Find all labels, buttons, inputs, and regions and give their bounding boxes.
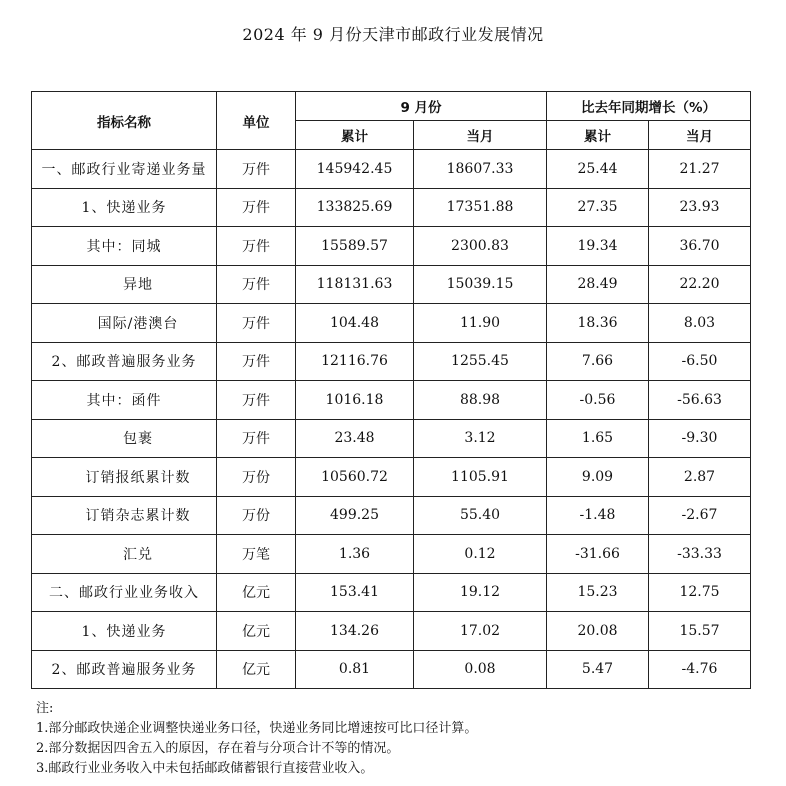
row-growth-current: 36.70: [649, 227, 751, 266]
row-current: 1105.91: [414, 458, 547, 497]
row-name: 其中：同城: [32, 227, 217, 266]
header-growth-cumulative: 累计: [547, 121, 649, 150]
row-cumulative: 10560.72: [296, 458, 414, 497]
row-cumulative: 12116.76: [296, 342, 414, 381]
row-name: 一、邮政行业寄递业务量: [32, 150, 217, 189]
row-growth-current: 2.87: [649, 458, 751, 497]
row-growth-cumulative: -0.56: [547, 381, 649, 420]
row-current: 17.02: [414, 612, 547, 651]
row-growth-current: -6.50: [649, 342, 751, 381]
row-current: 15039.15: [414, 265, 547, 304]
table-row: [32, 150, 751, 189]
row-name: 包裹: [32, 419, 217, 458]
row-unit: 万笔: [217, 535, 296, 574]
row-unit: 万件: [217, 342, 296, 381]
row-unit: 万件: [217, 265, 296, 304]
header-indicator: 指标名称: [32, 92, 217, 150]
row-cumulative: 134.26: [296, 612, 414, 651]
row-name: 二、邮政行业业务收入: [32, 573, 217, 612]
statistics-table: [31, 91, 751, 689]
row-cumulative: 0.81: [296, 650, 414, 689]
row-growth-cumulative: 20.08: [547, 612, 649, 651]
table-row: [32, 188, 751, 227]
row-name: 2、邮政普遍服务业务: [32, 342, 217, 381]
row-growth-cumulative: 15.23: [547, 573, 649, 612]
row-unit: 万件: [217, 304, 296, 343]
table-row: [32, 342, 751, 381]
table-row: [32, 381, 751, 420]
row-current: 3.12: [414, 419, 547, 458]
row-growth-current: 12.75: [649, 573, 751, 612]
header-month-cumulative: 累计: [296, 121, 414, 150]
row-unit: 万件: [217, 381, 296, 420]
row-cumulative: 104.48: [296, 304, 414, 343]
table-row: [32, 419, 751, 458]
row-cumulative: 153.41: [296, 573, 414, 612]
row-growth-current: -2.67: [649, 496, 751, 535]
row-name: 其中：函件: [32, 381, 217, 420]
row-growth-cumulative: 28.49: [547, 265, 649, 304]
row-name: 2、邮政普遍服务业务: [32, 650, 217, 689]
header-growth-current: 当月: [649, 121, 751, 150]
row-cumulative: 499.25: [296, 496, 414, 535]
header-row-group: [32, 92, 751, 121]
row-growth-cumulative: 9.09: [547, 458, 649, 497]
row-cumulative: 118131.63: [296, 265, 414, 304]
row-growth-current: 21.27: [649, 150, 751, 189]
row-name: 1、快递业务: [32, 612, 217, 651]
table-row: [32, 227, 751, 266]
row-growth-cumulative: 27.35: [547, 188, 649, 227]
row-unit: 万份: [217, 458, 296, 497]
row-name: 订销杂志累计数: [32, 496, 217, 535]
note-item: 2.部分数据因四舍五入的原因，存在着与分项合计不等的情况。: [36, 741, 400, 756]
row-name: 汇兑: [32, 535, 217, 574]
row-cumulative: 1016.18: [296, 381, 414, 420]
row-cumulative: 1.36: [296, 535, 414, 574]
row-current: 55.40: [414, 496, 547, 535]
row-current: 2300.83: [414, 227, 547, 266]
note-item: 1.部分邮政快递企业调整快递业务口径，快递业务同比增速按可比口径计算。: [36, 721, 478, 736]
table-row: [32, 573, 751, 612]
table-row: [32, 496, 751, 535]
row-growth-cumulative: 5.47: [547, 650, 649, 689]
header-growth-group: 比去年同期增长（%）: [547, 92, 751, 121]
row-current: 1255.45: [414, 342, 547, 381]
row-growth-current: -56.63: [649, 381, 751, 420]
header-unit: 单位: [217, 92, 296, 150]
row-name: 国际/港澳台: [32, 304, 217, 343]
row-current: 0.12: [414, 535, 547, 574]
row-name: 订销报纸累计数: [32, 458, 217, 497]
row-growth-cumulative: 18.36: [547, 304, 649, 343]
table-row: [32, 650, 751, 689]
notes-section: [36, 699, 756, 779]
header-month-current: 当月: [414, 121, 547, 150]
header-month-group: 9 月份: [296, 92, 547, 121]
row-unit: 亿元: [217, 612, 296, 651]
row-unit: 万件: [217, 419, 296, 458]
table-row: [32, 458, 751, 497]
row-current: 19.12: [414, 573, 547, 612]
row-current: 17351.88: [414, 188, 547, 227]
row-cumulative: 15589.57: [296, 227, 414, 266]
table-row: [32, 265, 751, 304]
row-growth-cumulative: -1.48: [547, 496, 649, 535]
row-cumulative: 133825.69: [296, 188, 414, 227]
row-current: 0.08: [414, 650, 547, 689]
row-growth-cumulative: 25.44: [547, 150, 649, 189]
row-unit: 万份: [217, 496, 296, 535]
row-cumulative: 145942.45: [296, 150, 414, 189]
row-growth-current: 8.03: [649, 304, 751, 343]
row-current: 11.90: [414, 304, 547, 343]
row-growth-cumulative: 19.34: [547, 227, 649, 266]
table-row: [32, 304, 751, 343]
row-unit: 万件: [217, 188, 296, 227]
row-growth-current: -33.33: [649, 535, 751, 574]
row-current: 18607.33: [414, 150, 547, 189]
row-cumulative: 23.48: [296, 419, 414, 458]
row-unit: 亿元: [217, 650, 296, 689]
row-growth-cumulative: -31.66: [547, 535, 649, 574]
row-growth-current: -9.30: [649, 419, 751, 458]
row-name: 异地: [32, 265, 217, 304]
row-name: 1、快递业务: [32, 188, 217, 227]
table-row: [32, 535, 751, 574]
row-growth-current: 22.20: [649, 265, 751, 304]
table-body: [32, 150, 751, 689]
page-title: 2024 年 9 月份天津市邮政行业发展情况: [242, 25, 544, 44]
table-row: [32, 612, 751, 651]
row-current: 88.98: [414, 381, 547, 420]
notes-label: 注:: [36, 701, 54, 716]
row-growth-current: -4.76: [649, 650, 751, 689]
row-unit: 万件: [217, 150, 296, 189]
row-growth-current: 23.93: [649, 188, 751, 227]
row-growth-current: 15.57: [649, 612, 751, 651]
note-item: 3.邮政行业业务收入中未包括邮政储蓄银行直接营业收入。: [36, 761, 374, 776]
row-unit: 万件: [217, 227, 296, 266]
row-unit: 亿元: [217, 573, 296, 612]
row-growth-cumulative: 1.65: [547, 419, 649, 458]
row-growth-cumulative: 7.66: [547, 342, 649, 381]
